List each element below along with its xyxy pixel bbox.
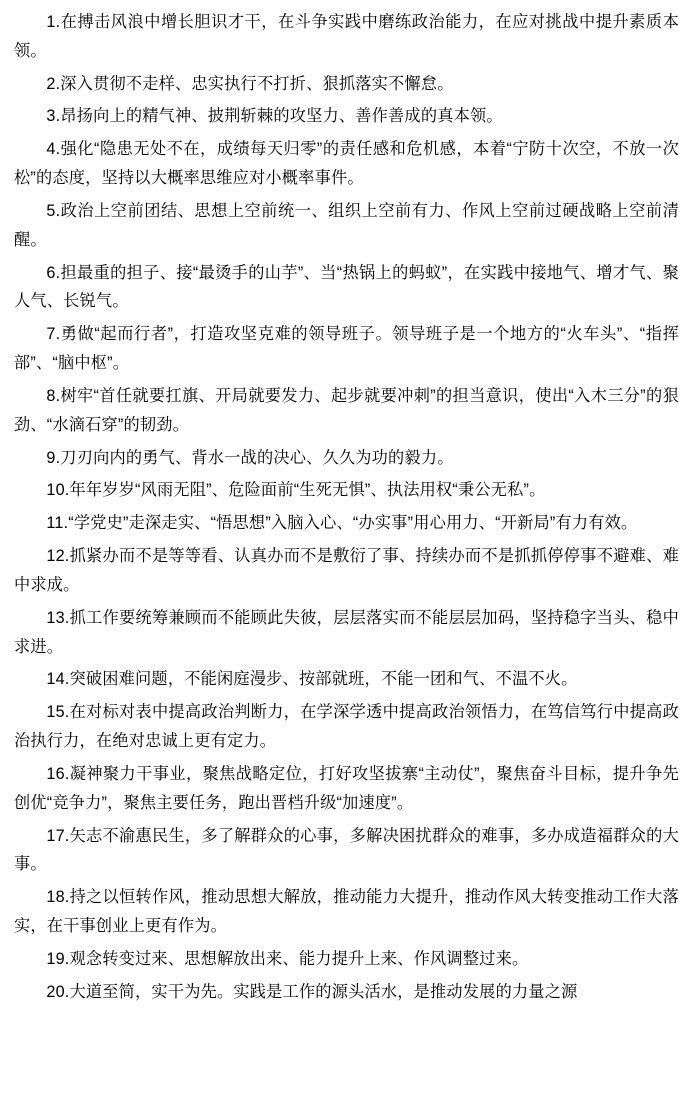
- paragraph: 17.矢志不渝惠民生，多了解群众的心事，多解决困扰群众的难事，多办成造福群众的大事。: [14, 826, 679, 874]
- paragraph: 16.凝神聚力干事业，聚焦战略定位，打好攻坚拔寨“主动仗”，聚焦奋斗目标，提升争先创优“竞争力”，聚焦主要任务，跑出晋档升级“加速度”。: [14, 764, 679, 812]
- paragraph: 9.刀刃向内的勇气、背水一战的决心、久久为功的毅力。: [46, 448, 454, 467]
- paragraph: 19.观念转变过来、思想解放出来、能力提升上来、作风调整过来。: [46, 949, 529, 968]
- paragraph: 5.政治上空前团结、思想上空前统一、组织上空前有力、作风上空前过硬战略上空前清醒。: [14, 201, 679, 249]
- paragraph: 2.深入贯彻不走样、忠实执行不打折、狠抓落实不懈怠。: [46, 74, 454, 93]
- paragraph: 6.担最重的担子、接“最烫手的山芋”、当“热锅上的蚂蚁”，在实践中接地气、增才气、聚人气、长锐气。: [14, 263, 679, 311]
- paragraph: 15.在对标对表中提高政治判断力，在学深学透中提高政治领悟力，在笃信笃行中提高政治执行力，在绝对忠诚上更有定力。: [14, 703, 679, 751]
- paragraph: 7.勇做“起而行者”，打造攻坚克难的领导班子。领导班子是一个地方的“火车头”、“指挥部”、“脑中枢”。: [14, 325, 679, 373]
- paragraph: 4.强化“隐患无处不在，成绩每天归零”的责任感和危机感，本着“宁防十次空，不放一次松”的态度，坚持以大概率思维应对小概率事件。: [14, 140, 679, 188]
- paragraph: 14.突破困难问题，不能闲庭漫步、按部就班，不能一团和气、不温不火。: [46, 670, 578, 689]
- paragraph: 18.持之以恒转作风，推动思想大解放，推动能力大提升，推动作风大转变推动工作大落实，在干事创业上更有作为。: [14, 888, 679, 936]
- paragraph: 3.昂扬向上的精气神、披荆斩棘的攻坚力、善作善成的真本领。: [46, 107, 503, 126]
- paragraph: 11.“学党史”走深走实、“悟思想”入脑入心、“办实事”用心用力、“开新局”有力有效。: [46, 514, 638, 533]
- paragraph: 13.抓工作要统筹兼顾而不能顾此失彼，层层落实而不能层层加码，坚持稳字当头、稳中求进。: [14, 608, 679, 656]
- paragraph: 12.抓紧办而不是等等看、认真办而不是敷衍了事、持续办而不是抓抓停停事不避难、难中求成。: [14, 547, 679, 594]
- paragraph: 10.年年岁岁“风雨无阻”、危险面前“生死无惧”、执法用权“秉公无私”。: [46, 481, 546, 500]
- paragraph: 8.树牢“首任就要扛旗、开局就要发力、起步就要冲刺”的担当意识，使出“入木三分”的狠劲、“水滴石穿”的韧劲。: [14, 386, 679, 434]
- paragraph: 1.在搏击风浪中增长胆识才干，在斗争实践中磨练政治能力，在应对挑战中提升素质本领。: [14, 13, 679, 60]
- paragraph: 20.大道至简，实干为先。实践是工作的源头活水，是推动发展的力量之源: [46, 982, 578, 1001]
